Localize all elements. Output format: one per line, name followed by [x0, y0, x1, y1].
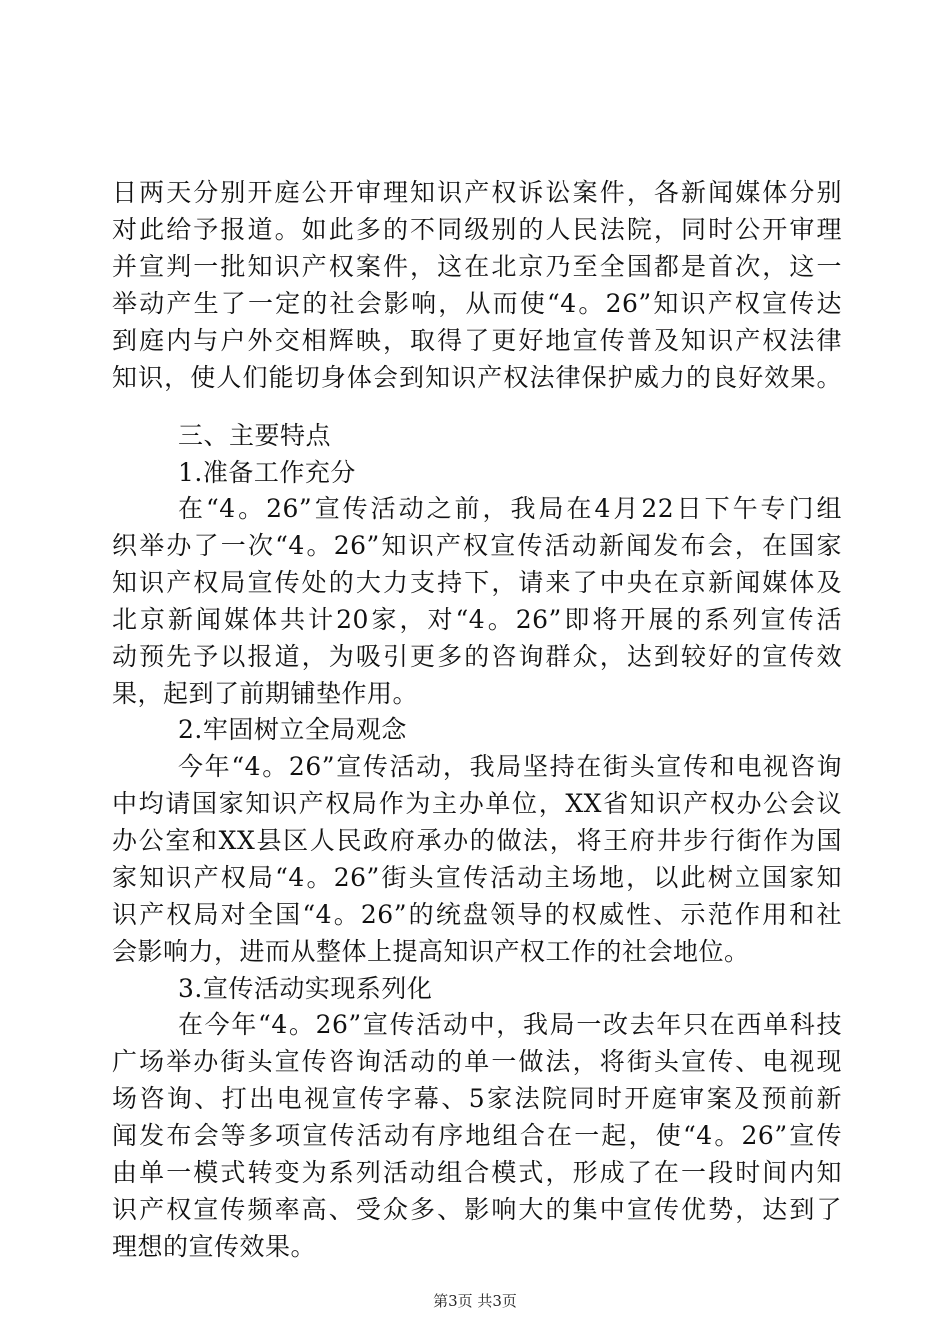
body-line: 并宣判一批知识产权案件，这在北京乃至全国都是首次，这一: [112, 252, 842, 281]
section-heading: 三、主要特点: [178, 421, 332, 450]
body-line: 今年“4。26”宣传活动，我局坚持在街头宣传和电视咨询: [178, 752, 842, 781]
body-line: 家知识产权局“4。26”街头宣传活动主场地，以此树立国家知: [112, 863, 842, 892]
body-line: 日两天分别开庭公开审理知识产权诉讼案件，各新闻媒体分别: [112, 178, 842, 207]
body-line: 会影响力，进而从整体上提高知识产权工作的社会地位。: [112, 937, 750, 966]
body-line: 举动产生了一定的社会影响，从而使“4。26”知识产权宣传达: [112, 289, 842, 318]
body-line: 识产权局对全国“4。26”的统盘领导的权威性、示范作用和社: [112, 900, 842, 929]
body-line: 知识，使人们能切身体会到知识产权法律保护威力的良好效果。: [112, 363, 842, 392]
item-title: 3.宣传活动实现系列化: [178, 974, 433, 1003]
body-line: 理想的宣传效果。: [112, 1232, 317, 1261]
item-title: 1.准备工作充分: [178, 458, 356, 487]
body-line: 北京新闻媒体共计20家，对“4。26”即将开展的系列宣传活: [112, 605, 842, 634]
item-title: 2.牢固树立全局观念: [178, 715, 407, 744]
body-line: 由单一模式转变为系列活动组合模式，形成了在一段时间内知: [112, 1158, 842, 1187]
body-line: 中均请国家知识产权局作为主办单位，XX省知识产权办公会议: [112, 789, 842, 818]
body-line: 果，起到了前期铺垫作用。: [112, 679, 419, 708]
body-line: 织举办了一次“4。26”知识产权宣传活动新闻发布会，在国家: [112, 531, 842, 560]
body-line: 在今年“4。26”宣传活动中，我局一改去年只在西单科技: [178, 1010, 842, 1039]
body-line: 动预先予以报道，为吸引更多的咨询群众，达到较好的宣传效: [112, 642, 842, 671]
body-line: 闻发布会等多项宣传活动有序地组合在一起，使“4。26”宣传: [112, 1121, 842, 1150]
body-line: 广场举办街头宣传咨询活动的单一做法，将街头宣传、电视现: [112, 1047, 842, 1076]
body-line: 到庭内与户外交相辉映，取得了更好地宣传普及知识产权法律: [112, 326, 842, 355]
body-line: 办公室和XX县区人民政府承办的做法，将王府井步行街作为国: [112, 826, 842, 855]
page-number-footer: 第3页 共3页: [433, 1292, 517, 1310]
body-line: 场咨询、打出电视宣传字幕、5家法院同时开庭审案及预前新: [112, 1084, 842, 1113]
body-line: 知识产权局宣传处的大力支持下，请来了中央在京新闻媒体及: [112, 568, 842, 597]
body-line: 对此给予报道。如此多的不同级别的人民法院，同时公开审理: [112, 215, 842, 244]
body-line: 识产权宣传频率高、受众多、影响大的集中宣传优势，达到了: [112, 1195, 842, 1224]
body-line: 在“4。26”宣传活动之前，我局在4月22日下午专门组: [178, 494, 842, 523]
